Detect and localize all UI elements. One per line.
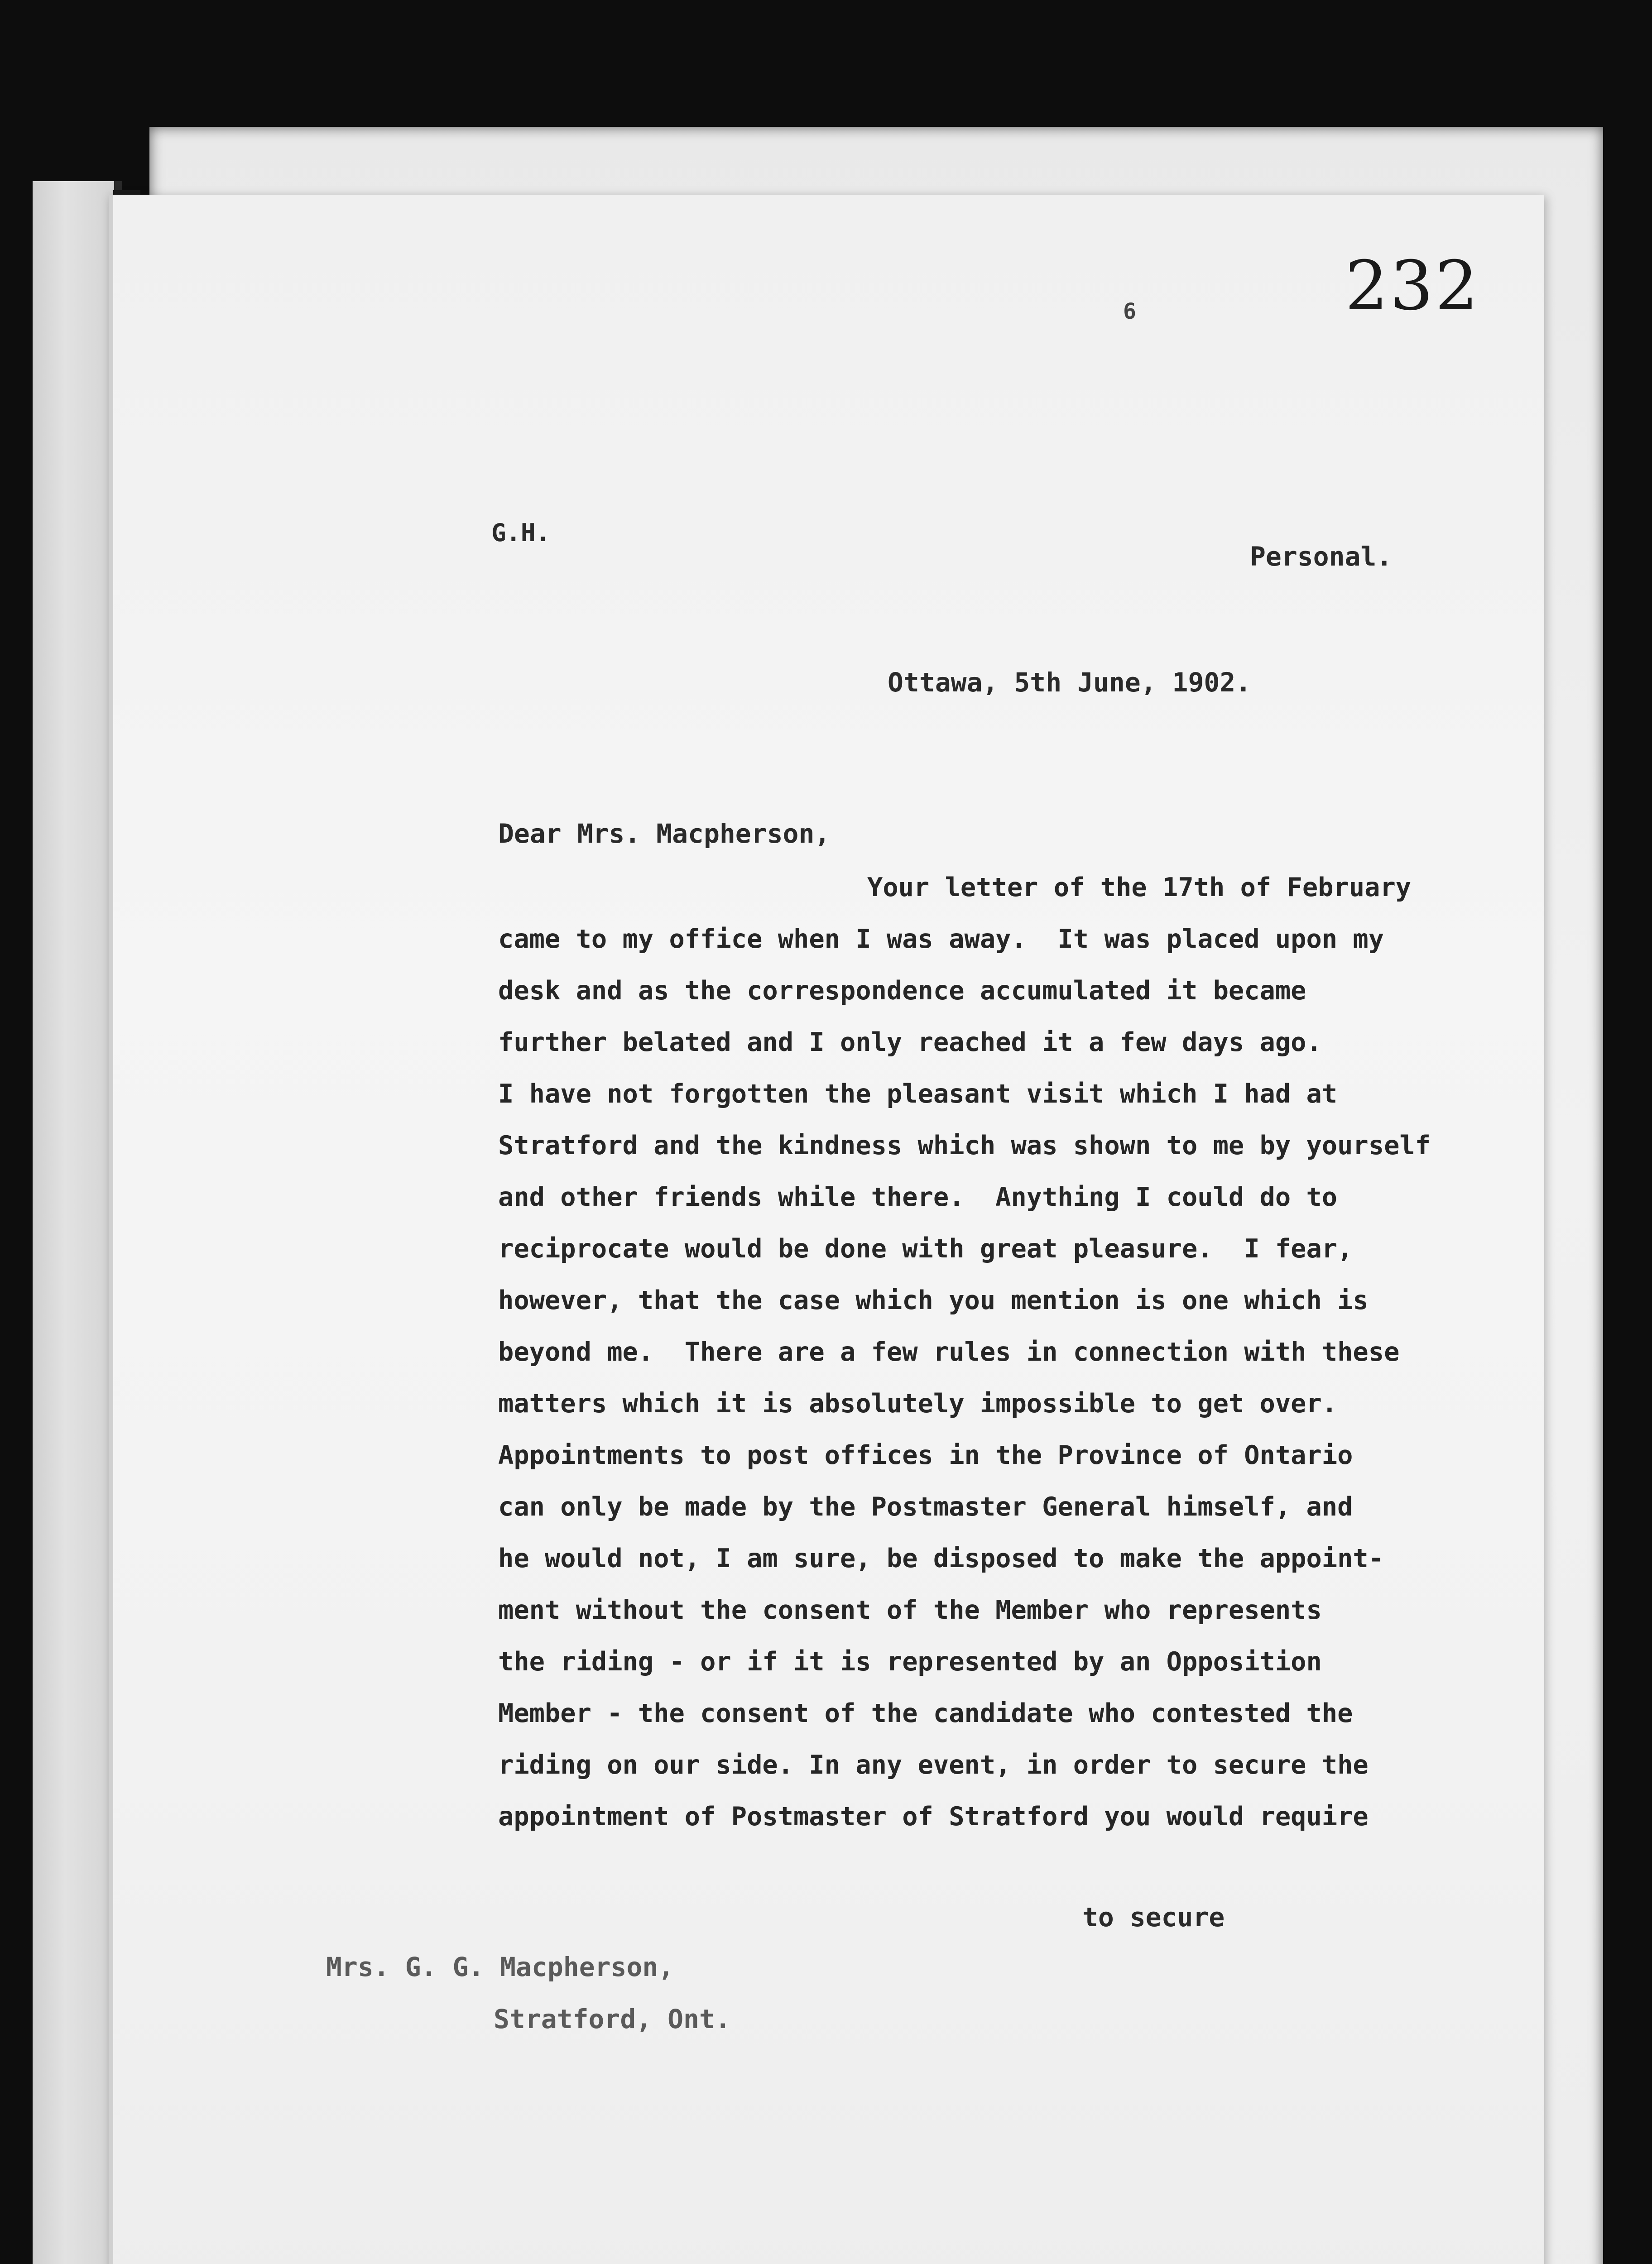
body-line: ment without the consent of the Member who represents [498,1595,1322,1625]
body-line: beyond me. There are a few rules in connection with these [498,1337,1400,1367]
addressee-city: Stratford, Ont. [494,2004,731,2034]
body-line: came to my office when I was away. It was placed upon my [498,924,1384,954]
body-line: he would not, I am sure, be disposed to make the appoint- [498,1544,1384,1573]
body-line: and other friends while there. Anything I could do to [498,1182,1338,1212]
letter-sheet [109,195,1544,2264]
personal-marking: Personal. [1250,541,1393,572]
body-line: Member - the consent of the candidate who contested the [498,1698,1353,1728]
initials: G.H. [491,518,551,547]
body-line: appointment of Postmaster of Stratford you would require [498,1802,1369,1832]
stray-mark: 6 [1123,299,1136,324]
body-line: Your letter of the 17th of February [867,873,1412,902]
addressee-name: Mrs. G. G. Macpherson, [326,1952,674,1982]
page-number: 232 [1345,247,1480,326]
body-line: desk and as the correspondence accumulated it became [498,976,1306,1006]
body-line: however, that the case which you mention is one which is [498,1285,1369,1315]
body-line: the riding - or if it is represented by an Opposition [498,1647,1322,1677]
body-line: Stratford and the kindness which was shown to me by yourself [498,1131,1431,1161]
body-line: riding on our side. In any event, in order to secure the [498,1750,1369,1780]
body-line: can only be made by the Postmaster General himself, and [498,1492,1353,1522]
place-date: Ottawa, 5th June, 1902. [888,667,1252,698]
body-line: matters which it is absolutely impossible to get over. [498,1389,1338,1419]
body-line: further belated and I only reached it a few days ago. [498,1027,1322,1057]
salutation: Dear Mrs. Macpherson, [498,818,831,849]
catchword: to secure [1082,1902,1225,1933]
body-line: reciprocate would be done with great pleasure. I fear, [498,1234,1353,1264]
body-line: Appointments to post offices in the Province of Ontario [498,1440,1353,1470]
body-line: I have not forgotten the pleasant visit which I had at [498,1079,1338,1109]
